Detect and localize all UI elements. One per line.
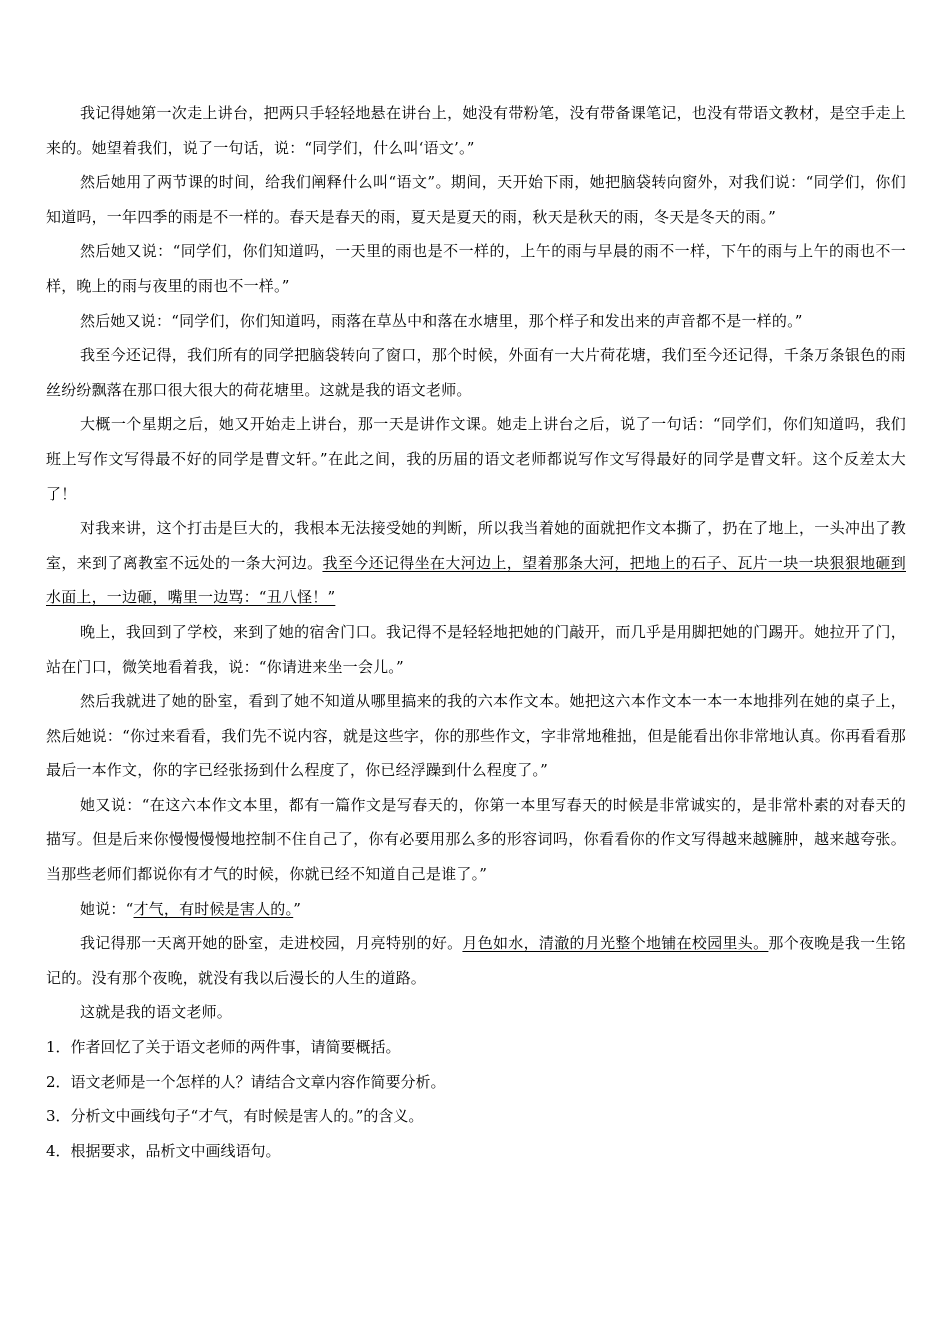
passage-paragraph-11 (46, 892, 906, 927)
paragraph-12-lead: 我记得那一天离开她的卧室，走进校园，月亮特别的好。 (80, 934, 463, 953)
passage-paragraph-1: 我记得她第一次走上讲台，把两只手轻轻地悬在讲台上，她没有带粉笔，没有带备课笔记，也没有带语文教材，是空手走上来的。她望着我们，说了一句话，说：“同学们，什么叫‘语文’。” (46, 104, 906, 157)
underlined-sentence-river: 我至今还记得坐在大河边上，望着那条大河，把地上的石子、瓦片一块一块狠狠地砸到水面上，一边砸，嘴里一边骂：“丑八怪！” (46, 553, 906, 607)
passage-paragraph-7 (46, 511, 906, 615)
passage-paragraph-5: 我至今还记得，我们所有的同学把脑袋转向了窗口，那个时候，外面有一大片荷花塘，我们至今还记得，千条万条银色的雨丝纷纷飘落在那口很大很大的荷花塘里。这就是我的语文老师。 (46, 346, 906, 399)
passage-paragraph-13: 这就是我的语文老师。 (80, 1003, 233, 1022)
paragraph-11-lead: 她说：“ (80, 899, 134, 918)
paragraph-12-tail: 那个夜晚是我一生铭记的。没有那个夜晚，就没有我以后漫长的人生的道路。 (46, 934, 906, 987)
passage-paragraph-3: 然后她又说：“同学们，你们知道吗，一天里的雨也是不一样的，上午的雨与早晨的雨不一样，下午的雨与上午的雨也不一样，晚上的雨与夜里的雨也不一样。” (46, 242, 906, 295)
passage-paragraph-12 (46, 926, 906, 995)
question-4: 4．根据要求，品析文中画线语句。 (46, 1141, 281, 1160)
underlined-sentence-moonlight: 月色如水，清澈的月光整个地铺在校园里头。 (462, 934, 769, 953)
passage-paragraph-6: 大概一个星期之后，她又开始走上讲台，那一天是讲作文课。她走上讲台之后，说了一句话：“同学们，你们知道吗，我们班上写作文写得最不好的同学是曹文轩。”在此之间，我的历届的语文老师都说写作文写得最好的同学是曹文轩。这个反差太大了！ (46, 415, 906, 503)
passage-paragraph-4: 然后她又说：“同学们，你们知道吗，雨落在草丛中和落在水塘里，那个样子和发出来的声音都不是一样的。” (80, 311, 803, 330)
passage-paragraph-9: 然后我就进了她的卧室，看到了她不知道从哪里搞来的我的六本作文本。她把这六本作文本一本一本地排列在她的桌子上，然后她说：“你过来看看，我们先不说内容，就是这些字，你的那些作文，字非常地稚拙，但是能看出你非常地认真。你再看看那最后一本作文，你的字已经张扬到什么程度了，你已经浮躁到什么程度了。” (46, 692, 906, 780)
underlined-sentence-talent: 才气，有时候是害人的。 (133, 899, 294, 918)
passage-paragraph-2: 然后她用了两节课的时间，给我们阐释什么叫“语文”。期间，天开始下雨，她把脑袋转向窗外，对我们说：“同学们，你们知道吗，一年四季的雨是不一样的。春天是春天的雨，夏天是夏天的雨，秋天是秋天的雨，冬天是冬天的雨。” (46, 173, 906, 226)
paragraph-7-text: 对我来讲，这个打击是巨大的，我根本无法接受她的判断，所以我当着她的面就把作文本撕了，扔在了地上，一头冲出了教室，来到了离教室不远处的一条大河边。 (46, 519, 906, 572)
passage-paragraph-10: 她又说：“在这六本作文本里，都有一篇作文是写春天的，你第一本里写春天的时候是非常诚实的，是非常朴素的对春天的描写。但是后来你慢慢慢慢地控制不住自己了，你有必要用那么多的形容词吗，你看看你的作文写得越来越臃肿，越来越夸张。当那些老师们都说你有才气的时候，你就已经不知道自己是谁了。” (46, 795, 906, 884)
question-1: 1．作者回忆了关于语文老师的两件事，请简要概括。 (46, 1038, 401, 1057)
passage-paragraph-8: 晚上，我回到了学校，来到了她的宿舍门口。我记得不是轻轻地把她的门敲开，而几乎是用脚把她的门踢开。她拉开了门，站在门口，微笑地看着我，说：“你请进来坐一会儿。” (46, 622, 906, 676)
question-2: 2．语文老师是一个怎样的人？请结合文章内容作简要分析。 (46, 1072, 446, 1091)
paragraph-11-close: ” (293, 899, 302, 918)
question-3: 3．分析文中画线句子“才气，有时候是害人的。”的含义。 (46, 1107, 424, 1126)
